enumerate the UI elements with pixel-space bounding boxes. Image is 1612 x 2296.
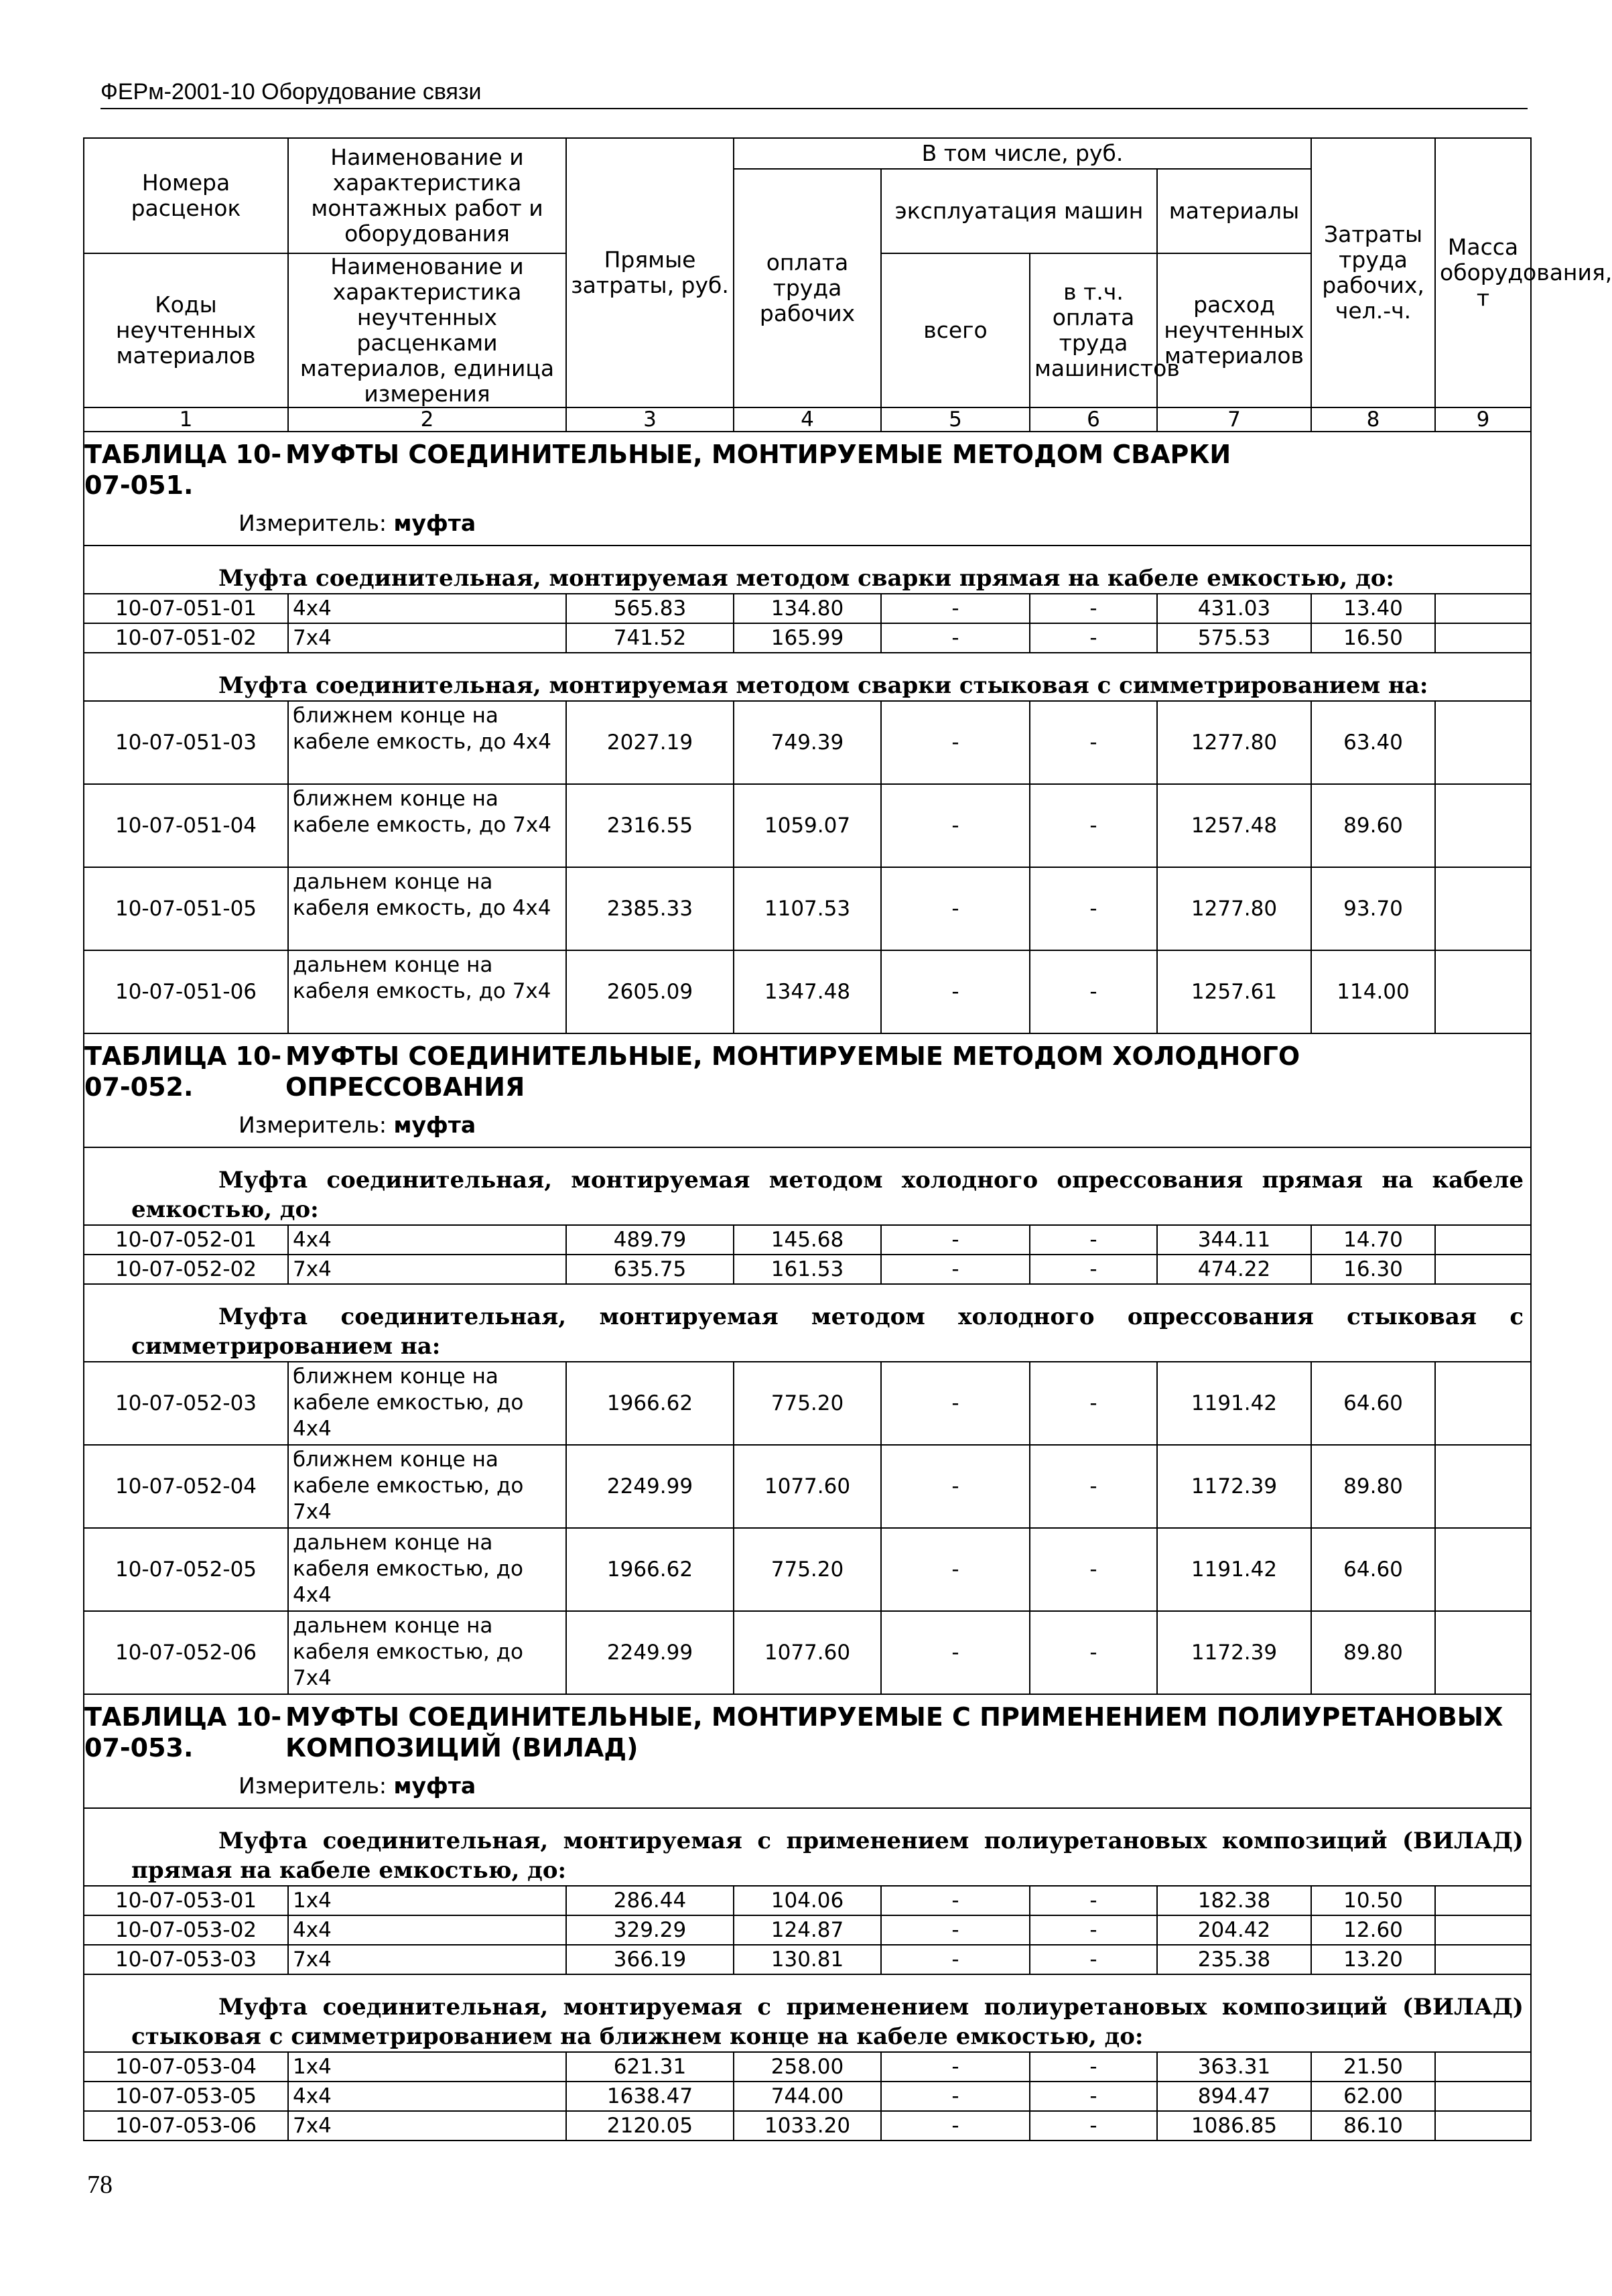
col-number: 9 [1435, 407, 1531, 432]
row-mass [1435, 1945, 1531, 1974]
row-labor-hours: 89.60 [1311, 784, 1435, 867]
table-row [84, 1255, 1531, 1284]
row-direct-cost: 489.79 [566, 1225, 734, 1255]
measure-unit: муфта [393, 510, 476, 536]
row-direct-cost: 1966.62 [566, 1362, 734, 1445]
row-materials: 1277.80 [1157, 867, 1311, 950]
row-code: 10-07-052-06 [84, 1611, 288, 1694]
row-code: 10-07-051-03 [84, 701, 288, 784]
row-materials: 431.03 [1157, 594, 1311, 623]
col-number: 4 [734, 407, 881, 432]
row-labor-hours: 64.60 [1311, 1528, 1435, 1611]
row-materials: 1172.39 [1157, 1611, 1311, 1694]
table-title-text: МУФТЫ СОЕДИНИТЕЛЬНЫЕ, МОНТИРУЕМЫЕ МЕТОДОМ СВАРКИ [285, 440, 1231, 469]
row-labor-pay: 1033.20 [734, 2111, 881, 2141]
table-label: ТАБЛИЦА 10-07-052. [84, 1041, 282, 1102]
row-labor-hours: 16.30 [1311, 1255, 1435, 1284]
table-row [84, 1225, 1531, 1255]
row-machines-total: - [881, 1886, 1030, 1915]
page-number: 78 [87, 2171, 113, 2199]
col-number: 6 [1030, 407, 1157, 432]
row-mass [1435, 1915, 1531, 1945]
row-labor-hours: 86.10 [1311, 2111, 1435, 2141]
row-labor-hours: 93.70 [1311, 867, 1435, 950]
row-machinist-pay: - [1030, 950, 1157, 1033]
row-code: 10-07-052-02 [84, 1255, 288, 1284]
row-mass [1435, 1362, 1531, 1445]
row-name: 7x4 [288, 1255, 566, 1284]
row-code: 10-07-052-03 [84, 1362, 288, 1445]
row-machinist-pay: - [1030, 623, 1157, 653]
row-code: 10-07-051-04 [84, 784, 288, 867]
row-labor-pay: 1077.60 [734, 1611, 881, 1694]
row-labor-hours: 13.40 [1311, 594, 1435, 623]
row-labor-pay: 749.39 [734, 701, 881, 784]
row-direct-cost: 366.19 [566, 1945, 734, 1974]
table-body [84, 432, 1531, 2141]
row-mass [1435, 701, 1531, 784]
row-name: 7x4 [288, 623, 566, 653]
row-machines-total: - [881, 1915, 1030, 1945]
table-title-text: МУФТЫ СОЕДИНИТЕЛЬНЫЕ, МОНТИРУЕМЫЕ С ПРИМЕНЕНИЕМ ПОЛИУРЕТАНОВЫХ КОМПОЗИЦИЙ (ВИЛАД) [285, 1702, 1503, 1763]
row-direct-cost: 2027.19 [566, 701, 734, 784]
row-machinist-pay: - [1030, 867, 1157, 950]
row-materials: 1257.61 [1157, 950, 1311, 1033]
row-mass [1435, 2052, 1531, 2082]
row-labor-hours: 63.40 [1311, 701, 1435, 784]
row-labor-pay: 775.20 [734, 1362, 881, 1445]
row-labor-hours: 89.80 [1311, 1611, 1435, 1694]
table-label: ТАБЛИЦА 10-07-051. [84, 440, 282, 500]
row-mass [1435, 1225, 1531, 1255]
table-row [84, 867, 1531, 950]
row-machines-total: - [881, 950, 1030, 1033]
row-labor-hours: 16.50 [1311, 623, 1435, 653]
row-direct-cost: 635.75 [566, 1255, 734, 1284]
group-title [84, 1284, 1531, 1362]
row-name: 1x4 [288, 2052, 566, 2082]
measure-label: Измеритель: [239, 1112, 387, 1138]
row-labor-pay: 161.53 [734, 1255, 881, 1284]
row-machines-total: - [881, 1945, 1030, 1974]
table-row [84, 2111, 1531, 2141]
row-direct-cost: 741.52 [566, 623, 734, 653]
row-materials: 1172.39 [1157, 1445, 1311, 1528]
row-mass [1435, 1528, 1531, 1611]
row-machines-total: - [881, 1445, 1030, 1528]
row-name: дальнем конце на кабеля емкость, до 4x4 [288, 867, 566, 950]
row-name: 7x4 [288, 2111, 566, 2141]
row-materials: 344.11 [1157, 1225, 1311, 1255]
incl-header: В том числе, руб. [734, 138, 1311, 169]
row-machines-total: - [881, 2111, 1030, 2141]
row-machinist-pay: - [1030, 1886, 1157, 1915]
table-title-text: МУФТЫ СОЕДИНИТЕЛЬНЫЕ, МОНТИРУЕМЫЕ МЕТОДОМ ХОЛОДНОГО ОПРЕССОВАНИЯ [285, 1041, 1300, 1102]
group-title [84, 546, 1531, 594]
table-row [84, 623, 1531, 653]
col4-header: оплата труда рабочих [734, 169, 881, 407]
row-materials: 474.22 [1157, 1255, 1311, 1284]
table-title [84, 1694, 1531, 1766]
row-labor-pay: 1347.48 [734, 950, 881, 1033]
row-name: ближнем конце на кабеле емкостью, до 7x4 [288, 1445, 566, 1528]
row-machinist-pay: - [1030, 1255, 1157, 1284]
table-row [84, 1945, 1531, 1974]
row-code: 10-07-053-04 [84, 2052, 288, 2082]
row-mass [1435, 1611, 1531, 1694]
measure-label: Измеритель: [239, 1773, 387, 1799]
row-machinist-pay: - [1030, 2082, 1157, 2111]
col5-header: всего [881, 253, 1030, 407]
row-labor-pay: 134.80 [734, 594, 881, 623]
row-mass [1435, 784, 1531, 867]
measure-unit: муфта [393, 1773, 476, 1799]
row-code: 10-07-051-02 [84, 623, 288, 653]
row-labor-pay: 258.00 [734, 2052, 881, 2082]
row-machinist-pay: - [1030, 1915, 1157, 1945]
col7-header: расход неучтенных материалов [1157, 253, 1311, 407]
col2-bottom: Наименование и характеристика неучтенных расценками материалов, единица измерения [288, 253, 566, 407]
col-number: 1 [84, 407, 288, 432]
row-direct-cost: 2249.99 [566, 1445, 734, 1528]
col-number: 7 [1157, 407, 1311, 432]
row-machines-total: - [881, 1225, 1030, 1255]
col2-top: Наименование и характеристика монтажных работ и оборудования [288, 138, 566, 253]
row-name: 4x4 [288, 594, 566, 623]
group-title-text: Муфта соединительная, монтируемая методом сварки стыковая с симметрированием на: [218, 672, 1428, 699]
row-machinist-pay: - [1030, 784, 1157, 867]
row-materials: 204.42 [1157, 1915, 1311, 1945]
row-mass [1435, 2082, 1531, 2111]
table-row [84, 594, 1531, 623]
row-labor-pay: 145.68 [734, 1225, 881, 1255]
table-row [84, 1611, 1531, 1694]
row-machines-total: - [881, 623, 1030, 653]
row-code: 10-07-053-03 [84, 1945, 288, 1974]
row-direct-cost: 2120.05 [566, 2111, 734, 2141]
row-name: дальнем конце на кабеля емкостью, до 4x4 [288, 1528, 566, 1611]
row-labor-pay: 124.87 [734, 1915, 881, 1945]
row-labor-hours: 62.00 [1311, 2082, 1435, 2111]
row-name: 4x4 [288, 2082, 566, 2111]
row-machines-total: - [881, 784, 1030, 867]
col-number: 2 [288, 407, 566, 432]
row-code: 10-07-053-05 [84, 2082, 288, 2111]
table-row [84, 950, 1531, 1033]
row-direct-cost: 1966.62 [566, 1528, 734, 1611]
row-code: 10-07-053-01 [84, 1886, 288, 1915]
row-materials: 235.38 [1157, 1945, 1311, 1974]
measure-line [84, 503, 1531, 546]
row-code: 10-07-051-01 [84, 594, 288, 623]
price-table [83, 137, 1612, 2141]
table-row [84, 1915, 1531, 1945]
table-title [84, 1033, 1531, 1105]
group-title-text: Муфта соединительная, монтируемая методом холодного опрессования стыковая с симметрированием на: [131, 1303, 1524, 1360]
row-machines-total: - [881, 1255, 1030, 1284]
row-mass [1435, 623, 1531, 653]
row-mass [1435, 2111, 1531, 2141]
row-direct-cost: 2249.99 [566, 1611, 734, 1694]
row-machinist-pay: - [1030, 594, 1157, 623]
row-machinist-pay: - [1030, 1362, 1157, 1445]
table-row [84, 1445, 1531, 1528]
row-machines-total: - [881, 1528, 1030, 1611]
materials-header: материалы [1157, 169, 1311, 253]
row-labor-hours: 89.80 [1311, 1445, 1435, 1528]
row-name: дальнем конце на кабеля емкость, до 7x4 [288, 950, 566, 1033]
row-labor-hours: 13.20 [1311, 1945, 1435, 1974]
row-mass [1435, 1445, 1531, 1528]
row-materials: 1191.42 [1157, 1528, 1311, 1611]
row-name: 7x4 [288, 1945, 566, 1974]
row-labor-hours: 114.00 [1311, 950, 1435, 1033]
row-name: 1x4 [288, 1886, 566, 1915]
col6-header: в т.ч. оплата труда машинистов [1030, 253, 1157, 407]
row-machines-total: - [881, 701, 1030, 784]
row-direct-cost: 2605.09 [566, 950, 734, 1033]
row-direct-cost: 2316.55 [566, 784, 734, 867]
table-title [84, 432, 1531, 503]
group-title-text: Муфта соединительная, монтируемая с применением полиуретановых композиций (ВИЛАД) стыковая с симметрированием на ближнем конце на кабеле емкостью, до: [131, 1994, 1524, 2050]
row-machines-total: - [881, 2052, 1030, 2082]
group-title [84, 1974, 1531, 2052]
row-machines-total: - [881, 594, 1030, 623]
row-machinist-pay: - [1030, 1945, 1157, 1974]
row-code: 10-07-051-06 [84, 950, 288, 1033]
row-name: дальнем конце на кабеля емкостью, до 7x4 [288, 1611, 566, 1694]
row-mass [1435, 867, 1531, 950]
row-labor-pay: 104.06 [734, 1886, 881, 1915]
row-materials: 575.53 [1157, 623, 1311, 653]
row-mass [1435, 950, 1531, 1033]
row-code: 10-07-053-02 [84, 1915, 288, 1945]
row-direct-cost: 1638.47 [566, 2082, 734, 2111]
table-row [84, 2082, 1531, 2111]
group-title-text: Муфта соединительная, монтируемая с применением полиуретановых композиций (ВИЛАД) прямая на кабеле емкостью, до: [131, 1828, 1524, 1884]
row-labor-hours: 64.60 [1311, 1362, 1435, 1445]
measure-label: Измеритель: [239, 510, 387, 536]
row-code: 10-07-052-05 [84, 1528, 288, 1611]
row-mass [1435, 594, 1531, 623]
row-machinist-pay: - [1030, 1611, 1157, 1694]
table-row [84, 1528, 1531, 1611]
table-row [84, 2052, 1531, 2082]
col3-header: Прямые затраты, руб. [566, 138, 734, 407]
row-labor-pay: 775.20 [734, 1528, 881, 1611]
table-row [84, 784, 1531, 867]
row-name: ближнем конце на кабеле емкость, до 4x4 [288, 701, 566, 784]
row-labor-pay: 130.81 [734, 1945, 881, 1974]
row-materials: 1086.85 [1157, 2111, 1311, 2141]
row-materials: 1257.48 [1157, 784, 1311, 867]
row-labor-pay: 1107.53 [734, 867, 881, 950]
running-header: ФЕРм-2001-10 Оборудование связи [100, 79, 1528, 109]
row-name: 4x4 [288, 1225, 566, 1255]
table-row [84, 701, 1531, 784]
col9-header: Масса оборудования, т [1435, 138, 1531, 407]
row-machinist-pay: - [1030, 2111, 1157, 2141]
row-name: ближнем конце на кабеле емкость, до 7x4 [288, 784, 566, 867]
row-direct-cost: 286.44 [566, 1886, 734, 1915]
group-title-text: Муфта соединительная, монтируемая методом холодного опрессования прямая на кабеле емкостью, до: [131, 1167, 1524, 1223]
row-labor-pay: 1077.60 [734, 1445, 881, 1528]
row-labor-pay: 744.00 [734, 2082, 881, 2111]
row-code: 10-07-052-01 [84, 1225, 288, 1255]
row-code: 10-07-053-06 [84, 2111, 288, 2141]
table-row [84, 1886, 1531, 1915]
table-label: ТАБЛИЦА 10-07-053. [84, 1702, 282, 1763]
row-labor-pay: 1059.07 [734, 784, 881, 867]
row-machinist-pay: - [1030, 1528, 1157, 1611]
measure-unit: муфта [393, 1112, 476, 1138]
row-mass [1435, 1886, 1531, 1915]
row-code: 10-07-052-04 [84, 1445, 288, 1528]
group-title [84, 653, 1531, 701]
col1-bottom: Коды неучтенных материалов [84, 253, 288, 407]
col8-header: Затраты труда рабочих, чел.-ч. [1311, 138, 1435, 407]
table-row [84, 1362, 1531, 1445]
row-direct-cost: 565.83 [566, 594, 734, 623]
row-labor-hours: 12.60 [1311, 1915, 1435, 1945]
row-name: 4x4 [288, 1915, 566, 1945]
row-machinist-pay: - [1030, 701, 1157, 784]
row-direct-cost: 329.29 [566, 1915, 734, 1945]
row-materials: 182.38 [1157, 1886, 1311, 1915]
row-machines-total: - [881, 1611, 1030, 1694]
row-labor-hours: 10.50 [1311, 1886, 1435, 1915]
col-number: 8 [1311, 407, 1435, 432]
row-materials: 1277.80 [1157, 701, 1311, 784]
table-head [84, 138, 1612, 432]
row-machines-total: - [881, 1362, 1030, 1445]
row-materials: 894.47 [1157, 2082, 1311, 2111]
group-title-text: Муфта соединительная, монтируемая методом сварки прямая на кабеле емкостью, до: [218, 565, 1394, 592]
row-name: ближнем конце на кабеле емкостью, до 4x4 [288, 1362, 566, 1445]
measure-line [84, 1105, 1531, 1147]
row-machines-total: - [881, 2082, 1030, 2111]
row-machinist-pay: - [1030, 2052, 1157, 2082]
row-materials: 363.31 [1157, 2052, 1311, 2082]
group-title [84, 1808, 1531, 1886]
row-labor-hours: 21.50 [1311, 2052, 1435, 2082]
row-machinist-pay: - [1030, 1225, 1157, 1255]
group-title [84, 1147, 1531, 1225]
row-machinist-pay: - [1030, 1445, 1157, 1528]
row-code: 10-07-051-05 [84, 867, 288, 950]
measure-line [84, 1766, 1531, 1808]
machines-header: эксплуатация машин [881, 169, 1157, 253]
row-machines-total: - [881, 867, 1030, 950]
col-number: 3 [566, 407, 734, 432]
row-labor-hours: 14.70 [1311, 1225, 1435, 1255]
row-labor-pay: 165.99 [734, 623, 881, 653]
row-materials: 1191.42 [1157, 1362, 1311, 1445]
col-number: 5 [881, 407, 1030, 432]
row-direct-cost: 621.31 [566, 2052, 734, 2082]
col1-top: Номера расценок [84, 138, 288, 253]
row-mass [1435, 1255, 1531, 1284]
row-direct-cost: 2385.33 [566, 867, 734, 950]
